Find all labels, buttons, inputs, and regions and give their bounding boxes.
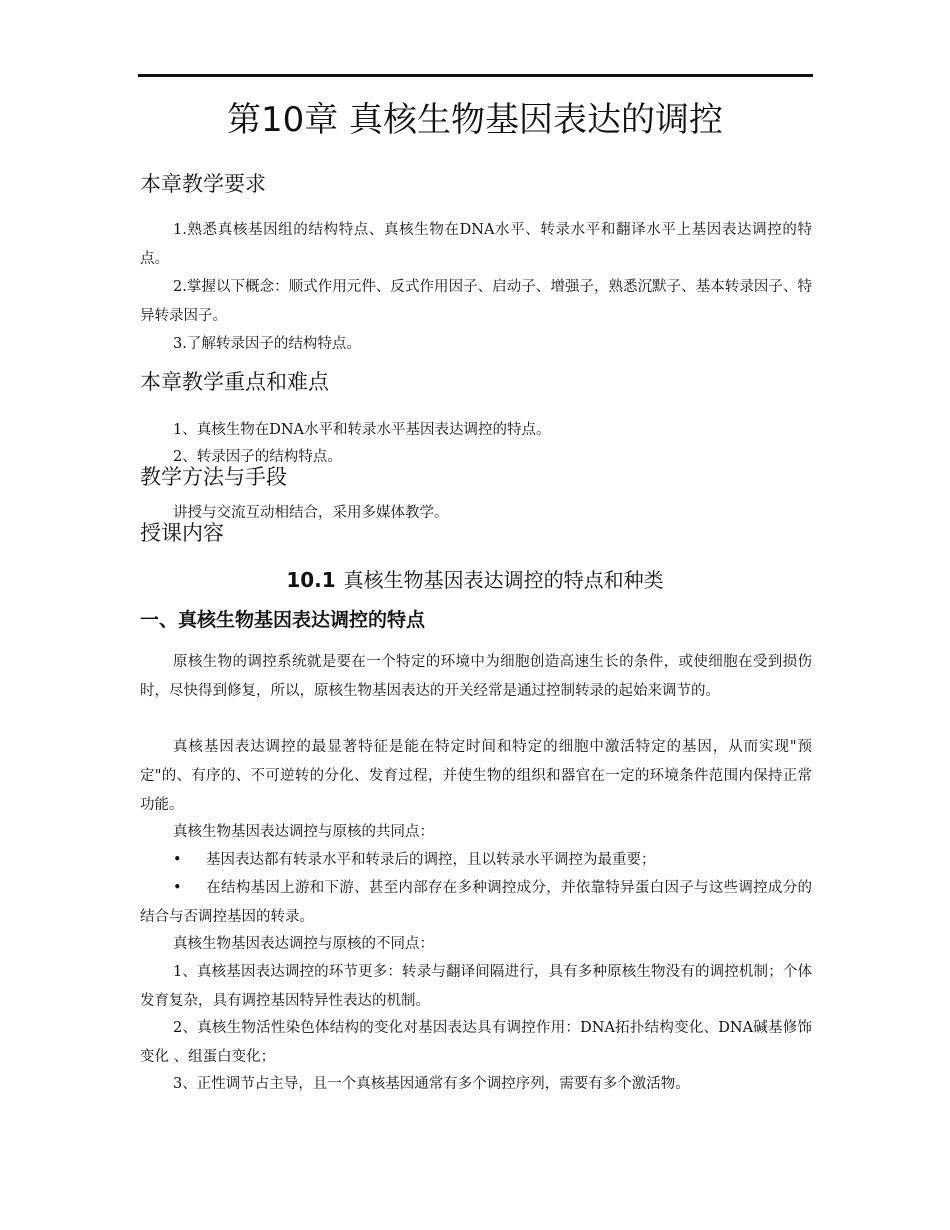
difference-intro: 真核生物基因表达调控与原核的不同点： — [173, 936, 434, 952]
difference-point-1: 1、真核基因表达调控的环节更多：转录与翻译间隔进行，具有多种原核生物没有的调控机制；个体发育复杂，具有调控基因特异性表达的机制。 — [140, 964, 812, 1009]
key-points-heading: 本章教学重点和难点 — [140, 370, 329, 394]
common-point-2 — [140, 874, 812, 932]
section-number: 10.1 — [286, 568, 336, 592]
difference-point-2: 2、真核生物活性染色体结构的变化对基因表达具有调控作用：DNA拓扑结构变化、DNA碱基修饰变化 、组蛋白变化； — [140, 1020, 812, 1065]
requirement-item-3: 3.了解转录因子的结构特点。 — [173, 336, 361, 352]
section-title-text: 真核生物基因表达调控的特点和种类 — [343, 568, 664, 592]
common-point-1 — [140, 846, 812, 875]
top-rule — [138, 74, 813, 77]
content-heading: 授课内容 — [140, 521, 224, 545]
methods-text: 讲授与交流互动相结合，采用多媒体教学。 — [173, 505, 449, 521]
difference-point-3: 3、正性调节占主导，且一个真核基因通常有多个调控序列，需要有多个激活物。 — [173, 1076, 690, 1092]
requirement-item-2: 2.掌握以下概念：顺式作用元件、反式作用因子、启动子、增强子，熟悉沉默子、基本转录因子、特异转录因子。 — [140, 279, 812, 324]
key-point-1: 1、真核生物在DNA水平和转录水平基因表达调控的特点。 — [173, 422, 551, 438]
common-points-intro: 真核生物基因表达调控与原核的共同点： — [173, 824, 434, 840]
paragraph-eukaryote: 真核基因表达调控的最显著特征是能在特定时间和特定的细胞中激活特定的基因，从而实现"预定"的、有序的、不可逆转的分化、发育过程，并使生物的组织和器官在一定的环境条件范围内保持正常功能。 — [140, 739, 812, 813]
section-title — [0, 566, 950, 594]
bullet-icon: • — [173, 852, 182, 868]
subsection-heading: 一、真核生物基因表达调控的特点 — [140, 609, 426, 631]
paragraph-prokaryote: 原核生物的调控系统就是要在一个特定的环境中为细胞创造高速生长的条件，或使细胞在受到损伤时，尽快得到修复，所以，原核生物基因表达的开关经常是通过控制转录的起始来调节的。 — [140, 654, 812, 699]
methods-heading: 教学方法与手段 — [140, 465, 287, 489]
requirement-item-1: 1.熟悉真核基因组的结构特点、真核生物在DNA水平、转录水平和翻译水平上基因表达调控的特点。 — [140, 222, 812, 267]
key-point-2: 2、转录因子的结构特点。 — [173, 449, 342, 465]
bullet-icon: • — [173, 880, 182, 896]
common-point-text: 在结构基因上游和下游、甚至内部存在多种调控成分，并依靠特异蛋白因子与这些调控成分的结合与否调控基因的转录。 — [140, 880, 812, 925]
chapter-title: 第10章 真核生物基因表达的调控 — [226, 100, 724, 140]
requirements-heading: 本章教学要求 — [140, 172, 266, 196]
common-point-text: 基因表达都有转录水平和转录后的调控，且以转录水平调控为最重要； — [206, 852, 656, 868]
